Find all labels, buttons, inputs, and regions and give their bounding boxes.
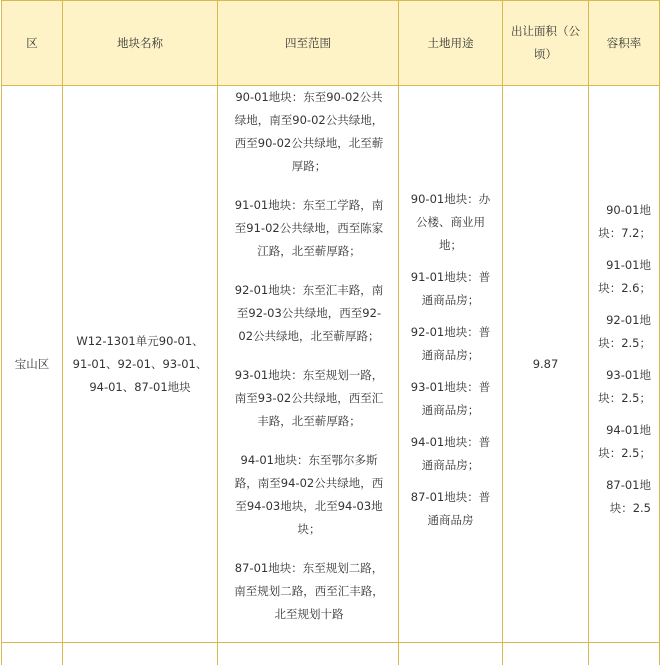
header-district: 区 <box>2 1 63 86</box>
header-parcel-name: 地块名称 <box>63 1 218 86</box>
cell-area: 9.87 <box>503 86 589 643</box>
cell-empty <box>399 643 503 665</box>
use-93-01: 93-01地块：普通商品房； <box>409 376 492 422</box>
header-land-use: 土地用途 <box>399 1 503 86</box>
header-area: 出让面积（公顷） <box>503 1 589 86</box>
far-91-01: 91-01地块：2.6； <box>597 254 651 300</box>
cell-empty <box>218 643 399 665</box>
boundary-91-01: 91-01地块：东至工学路，南至91-02公共绿地，西至陈家江路，北至蕲厚路； <box>230 194 388 263</box>
use-94-01: 94-01地块：普通商品房； <box>409 431 492 477</box>
cell-empty <box>2 643 63 665</box>
use-91-01: 91-01地块：普通商品房； <box>409 266 492 312</box>
table-row <box>2 86 660 643</box>
header-far: 容积率 <box>589 1 660 86</box>
boundary-93-01: 93-01地块：东至规划一路，南至93-02公共绿地，西至汇丰路，北至蕲厚路； <box>230 364 388 433</box>
cell-empty <box>589 643 660 665</box>
use-87-01: 87-01地块：普通商品房 <box>409 486 492 532</box>
use-90-01: 90-01地块：办公楼、商业用地； <box>409 188 492 257</box>
boundary-94-01: 94-01地块：东至鄂尔多斯路，南至94-02公共绿地，西至94-03地块，北至94-03地块； <box>230 449 388 541</box>
boundary-90-01: 90-01地块：东至90-02公共绿地，南至90-02公共绿地，西至90-02公共绿地，北至蕲厚路； <box>230 86 388 178</box>
table-row-next <box>2 643 660 665</box>
far-93-01: 93-01地块：2.5； <box>597 364 651 410</box>
cell-empty <box>63 643 218 665</box>
boundary-87-01: 87-01地块：东至规划二路，南至规划二路，西至汇丰路，北至规划十路 <box>230 557 388 626</box>
far-90-01: 90-01地块：7.2； <box>597 199 651 245</box>
cell-district: 宝山区 <box>2 86 63 643</box>
cell-parcel-name: W12-1301单元90-01、91-01、92-01、93-01、94-01、87-01地块 <box>63 86 218 643</box>
cell-far <box>589 86 660 643</box>
cell-empty <box>503 643 589 665</box>
far-87-01: 87-01地块：2.5 <box>597 474 651 520</box>
header-row <box>2 1 660 86</box>
land-parcel-table <box>1 0 660 665</box>
boundary-92-01: 92-01地块：东至汇丰路，南至92-03公共绿地，西至92-02公共绿地，北至蕲厚路； <box>230 279 388 348</box>
far-92-01: 92-01地块：2.5； <box>597 309 651 355</box>
cell-land-use <box>399 86 503 643</box>
cell-boundaries <box>218 86 399 643</box>
far-94-01: 94-01地块：2.5； <box>597 419 651 465</box>
header-boundaries: 四至范围 <box>218 1 399 86</box>
use-92-01: 92-01地块：普通商品房； <box>409 321 492 367</box>
